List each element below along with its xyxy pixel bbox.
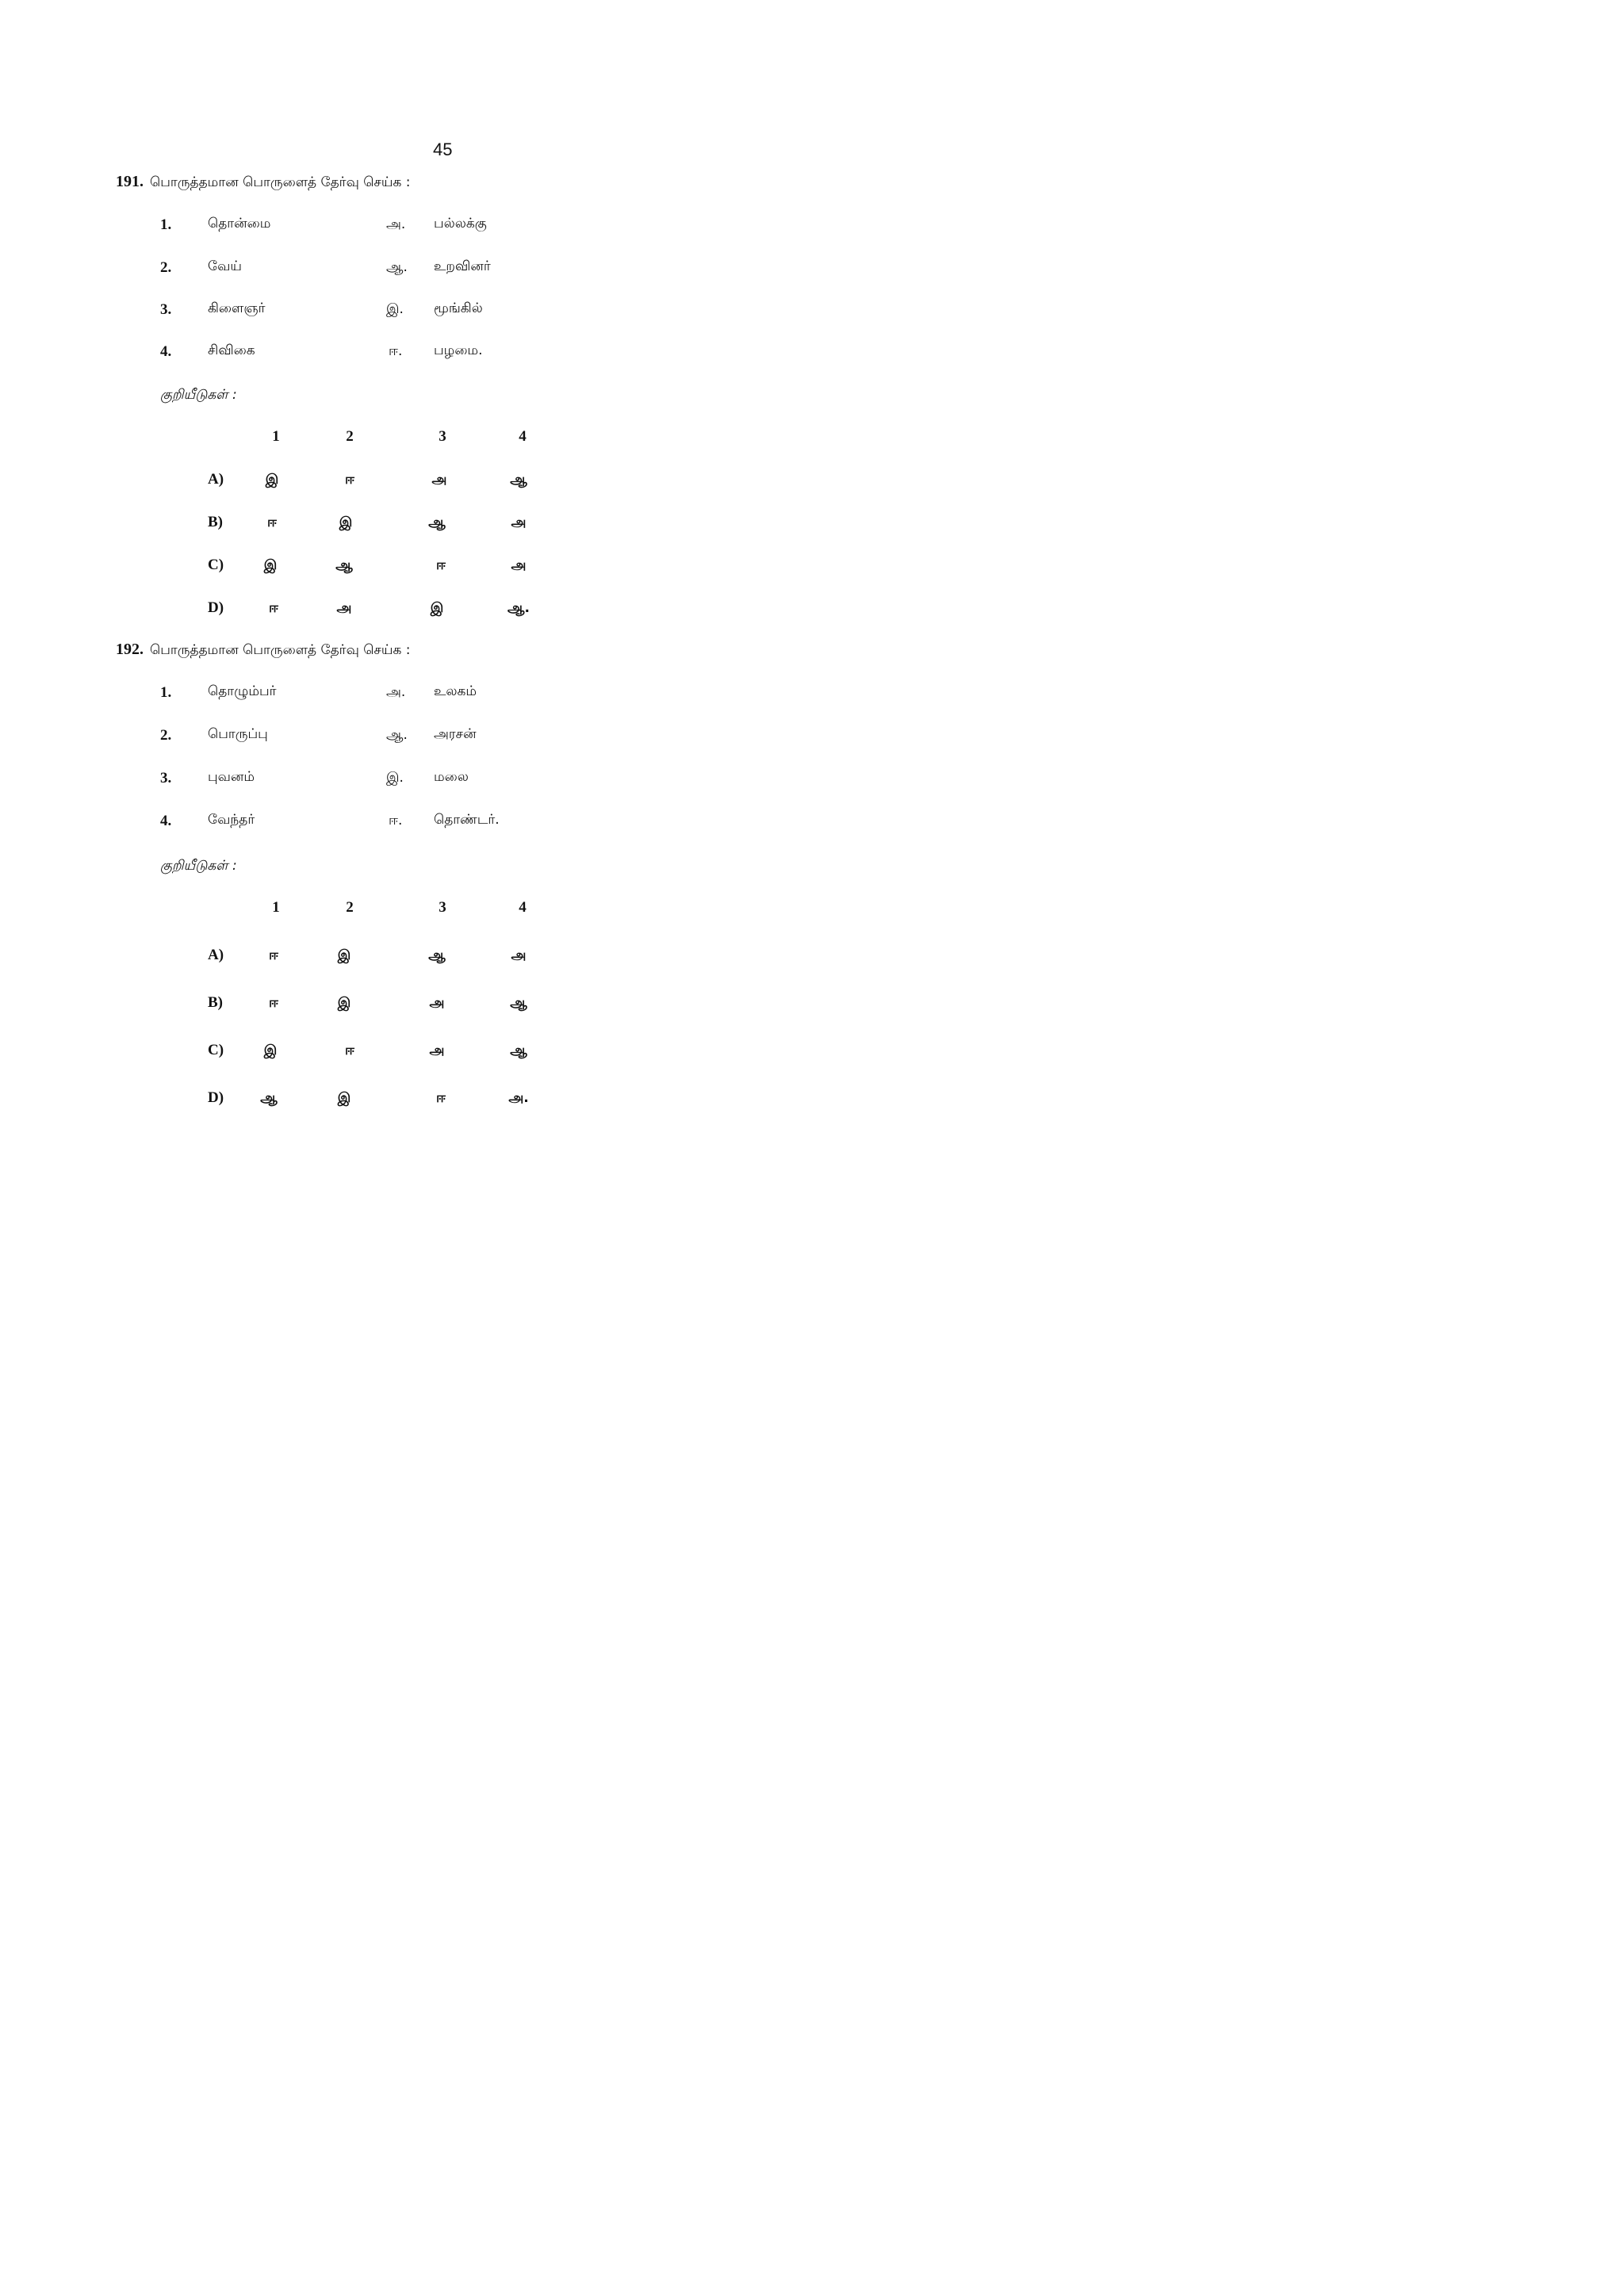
option-cell: அ: [511, 947, 527, 963]
option-cell: இ: [337, 947, 351, 963]
item-meaning: பல்லக்கு: [434, 216, 487, 232]
item-letter: ஆ.: [386, 259, 408, 275]
column-header: 2: [346, 899, 354, 916]
option-label: C): [208, 1042, 224, 1058]
item-letter: ஈ.: [389, 343, 403, 359]
question-number: 192.: [116, 641, 144, 658]
item-number: 1.: [160, 684, 172, 701]
item-number: 3.: [160, 301, 172, 318]
option-cell: அ.: [508, 1090, 529, 1106]
option-cell: ஈ: [345, 472, 354, 488]
item-term: தொழும்பர்: [208, 683, 277, 699]
item-number: 2.: [160, 727, 172, 744]
item-letter: அ.: [386, 684, 406, 700]
column-header: 2: [346, 428, 354, 445]
page-number: 45: [433, 140, 453, 159]
option-cell: ஆ: [510, 995, 527, 1011]
option-cell: ஈ: [436, 557, 446, 573]
item-term: வேய்: [208, 258, 242, 274]
column-header: 3: [439, 428, 446, 445]
item-letter: இ.: [386, 301, 404, 317]
option-cell: அ: [429, 995, 445, 1011]
item-meaning: மலை: [434, 769, 469, 785]
item-number: 3.: [160, 770, 172, 786]
column-header: 3: [439, 899, 446, 916]
item-meaning: மூங்கில்: [434, 300, 483, 316]
item-term: பொருப்பு: [208, 726, 268, 742]
option-cell: இ: [337, 995, 351, 1011]
option-cell: இ: [263, 1043, 278, 1058]
option-label: D): [208, 599, 224, 616]
option-cell: ஆ.: [508, 600, 530, 616]
item-number: 2.: [160, 259, 172, 276]
item-meaning: தொண்டர்.: [434, 812, 500, 828]
item-term: சிவிகை: [208, 342, 255, 358]
option-label: A): [208, 471, 224, 488]
column-header: 4: [519, 899, 527, 916]
item-term: தொன்மை: [208, 216, 271, 232]
option-label: B): [208, 994, 223, 1011]
option-cell: இ: [339, 515, 353, 530]
item-term: வேந்தர்: [208, 812, 255, 828]
column-header: 1: [272, 899, 280, 916]
item-term: கிளைஞர்: [208, 300, 266, 316]
question-heading: [116, 173, 410, 192]
option-cell: ஈ: [269, 600, 278, 616]
option-cell: ஈ: [269, 995, 278, 1011]
item-meaning: பழமை.: [434, 342, 483, 358]
option-cell: அ: [511, 515, 527, 530]
item-number: 1.: [160, 216, 172, 233]
item-letter: ஆ.: [386, 727, 408, 743]
item-meaning: உலகம்: [434, 683, 477, 699]
item-letter: அ.: [386, 216, 406, 232]
option-cell: அ: [336, 600, 352, 616]
item-meaning: உறவினர்: [434, 258, 491, 274]
option-label: D): [208, 1089, 224, 1106]
option-cell: ஈ: [267, 515, 277, 530]
option-cell: இ: [265, 472, 279, 488]
option-cell: ஈ: [269, 947, 278, 963]
option-label: B): [208, 514, 223, 530]
item-meaning: அரசன்: [434, 726, 477, 742]
option-cell: ஆ: [510, 472, 527, 488]
option-cell: ஆ: [428, 515, 446, 530]
option-cell: அ: [429, 1043, 445, 1058]
column-header: 4: [519, 428, 527, 445]
item-number: 4.: [160, 343, 172, 360]
option-cell: ஆ: [510, 1043, 527, 1058]
item-letter: ஈ.: [389, 813, 403, 828]
item-term: புவனம்: [208, 769, 255, 785]
option-cell: ஆ: [428, 947, 446, 963]
option-label: C): [208, 557, 224, 573]
option-label: A): [208, 947, 224, 963]
item-number: 4.: [160, 813, 172, 829]
question-heading: [116, 641, 410, 660]
codes-label: குறியீடுகள் :: [160, 858, 237, 874]
option-cell: ஈ: [436, 1090, 446, 1106]
option-cell: ஆ: [335, 557, 353, 573]
question-instruction: பொருத்தமான பொருளைத் தேர்வு செய்க :: [150, 642, 411, 658]
option-cell: ஆ: [260, 1090, 278, 1106]
option-cell: அ: [431, 472, 447, 488]
column-header: 1: [272, 428, 280, 445]
option-cell: ஈ: [345, 1043, 354, 1058]
option-cell: இ: [430, 600, 444, 616]
option-cell: இ: [263, 557, 278, 573]
option-cell: இ: [337, 1090, 351, 1106]
codes-label: குறியீடுகள் :: [160, 387, 237, 403]
question-number: 191.: [116, 173, 144, 190]
option-cell: அ: [511, 557, 527, 573]
item-letter: இ.: [386, 770, 404, 786]
question-instruction: பொருத்தமான பொருளைத் தேர்வு செய்க :: [150, 174, 411, 190]
